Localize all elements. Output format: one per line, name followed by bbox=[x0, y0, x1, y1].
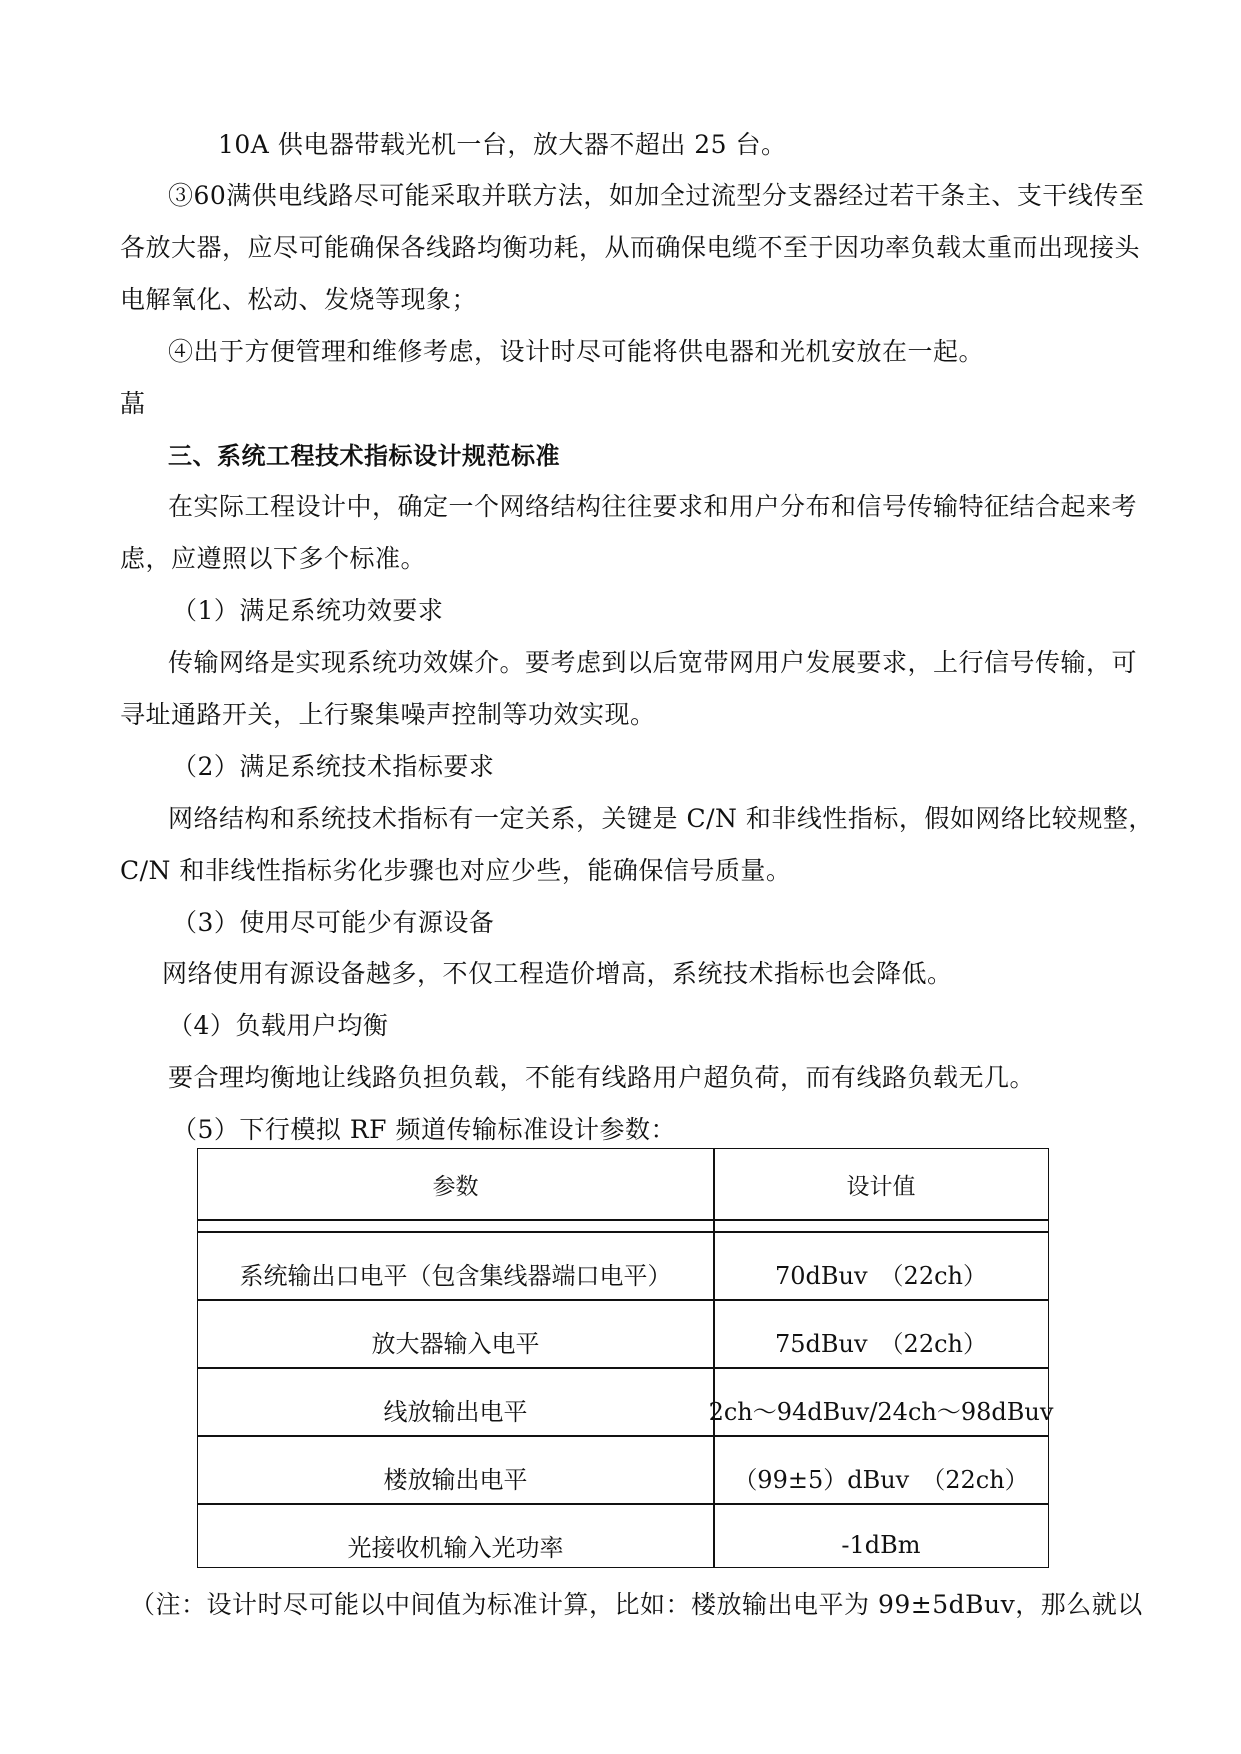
item-1-line-2: 寻址通路开关，上行聚集噪声控制等功效实现。 bbox=[120, 700, 656, 729]
table-divider bbox=[198, 1231, 1048, 1233]
item-5-title: （5）下行模拟 RF 频道传输标准设计参数： bbox=[172, 1115, 676, 1144]
table-row-4-parameter: 楼放输出电平 bbox=[383, 1465, 528, 1494]
table-header-parameter: 参数 bbox=[432, 1173, 479, 1200]
table-row-2-value: 75dBuv （22ch） bbox=[775, 1329, 987, 1358]
item-3-title: （3）使用尽可能少有源设备 bbox=[172, 908, 495, 937]
table-divider bbox=[198, 1435, 1048, 1437]
parameters-table bbox=[197, 1148, 1054, 1568]
table-divider bbox=[198, 1367, 1048, 1369]
paragraph-intro-line-2: 虑，应遵照以下多个标准。 bbox=[120, 544, 427, 573]
item-2-line-1: 网络结构和系统技术指标有一定关系，关键是 C/N 和非线性指标，假如网络比较规整， bbox=[168, 804, 1154, 833]
item-2-title: （2）满足系统技术指标要求 bbox=[172, 752, 495, 781]
item-1-line-1: 传输网络是实现系统功效媒介。要考虑到以后宽带网用户发展要求，上行信号传输，可 bbox=[168, 648, 1138, 677]
table-row-3-value: 2ch～94dBuv/24ch～98dBuv bbox=[708, 1397, 1054, 1426]
table-row-3-parameter: 线放输出电平 bbox=[383, 1397, 528, 1426]
table-divider bbox=[198, 1219, 1048, 1221]
table-divider bbox=[198, 1299, 1048, 1301]
paragraph-intro-line-1: 在实际工程设计中，确定一个网络结构往往要求和用户分布和信号传输特征结合起来考 bbox=[168, 492, 1138, 521]
item-1-title: （1）满足系统功效要求 bbox=[172, 596, 444, 625]
table-row-1-value: 70dBuv （22ch） bbox=[775, 1261, 987, 1290]
item-4-line-1: 要合理均衡地让线路负担负载，不能有线路用户超负荷，而有线路负载无几。 bbox=[168, 1063, 1036, 1092]
table-row-4-value: （99±5）dBuv （22ch） bbox=[733, 1465, 1029, 1494]
table-divider bbox=[198, 1503, 1048, 1505]
paragraph-power-supply: 10A 供电器带载光机一台，放大器不超出 25 台。 bbox=[218, 130, 787, 159]
paragraph-management: ④出于方便管理和维修考虑，设计时尽可能将供电器和光机安放在一起。 bbox=[168, 337, 985, 366]
table-row-5-parameter: 光接收机输入光功率 bbox=[347, 1533, 564, 1562]
table-header-design-value: 设计值 bbox=[846, 1173, 916, 1200]
paragraph-parallel-line-1: ③60满供电线路尽可能采取并联方法，如加全过流型分支器经过若干条主、支干线传至 bbox=[168, 181, 1145, 210]
item-4-title: （4）负载用户均衡 bbox=[168, 1011, 389, 1040]
item-2-line-2: C/N 和非线性指标劣化步骤也对应少些，能确保信号质量。 bbox=[120, 856, 792, 885]
table-row-5-value: -1dBm bbox=[841, 1531, 921, 1559]
item-3-line-1: 网络使用有源设备越多，不仅工程造价增高，系统技术指标也会降低。 bbox=[162, 959, 953, 988]
stray-character: 蕌 bbox=[120, 389, 146, 418]
table-note: （注：设计时尽可能以中间值为标准计算，比如：楼放输出电平为 99±5dBuv，那么就以 bbox=[130, 1590, 1143, 1619]
table-row-2-parameter: 放大器输入电平 bbox=[371, 1329, 540, 1358]
section-heading: 三、系统工程技术指标设计规范标准 bbox=[168, 442, 560, 470]
paragraph-parallel-line-2: 各放大器，应尽可能确保各线路均衡功耗，从而确保电缆不至于因功率负载太重而出现接头 bbox=[120, 233, 1141, 262]
paragraph-parallel-line-3: 电解氧化、松动、发烧等现象； bbox=[120, 285, 478, 314]
table-row-1-parameter: 系统输出口电平（包含集线器端口电平） bbox=[239, 1261, 672, 1290]
